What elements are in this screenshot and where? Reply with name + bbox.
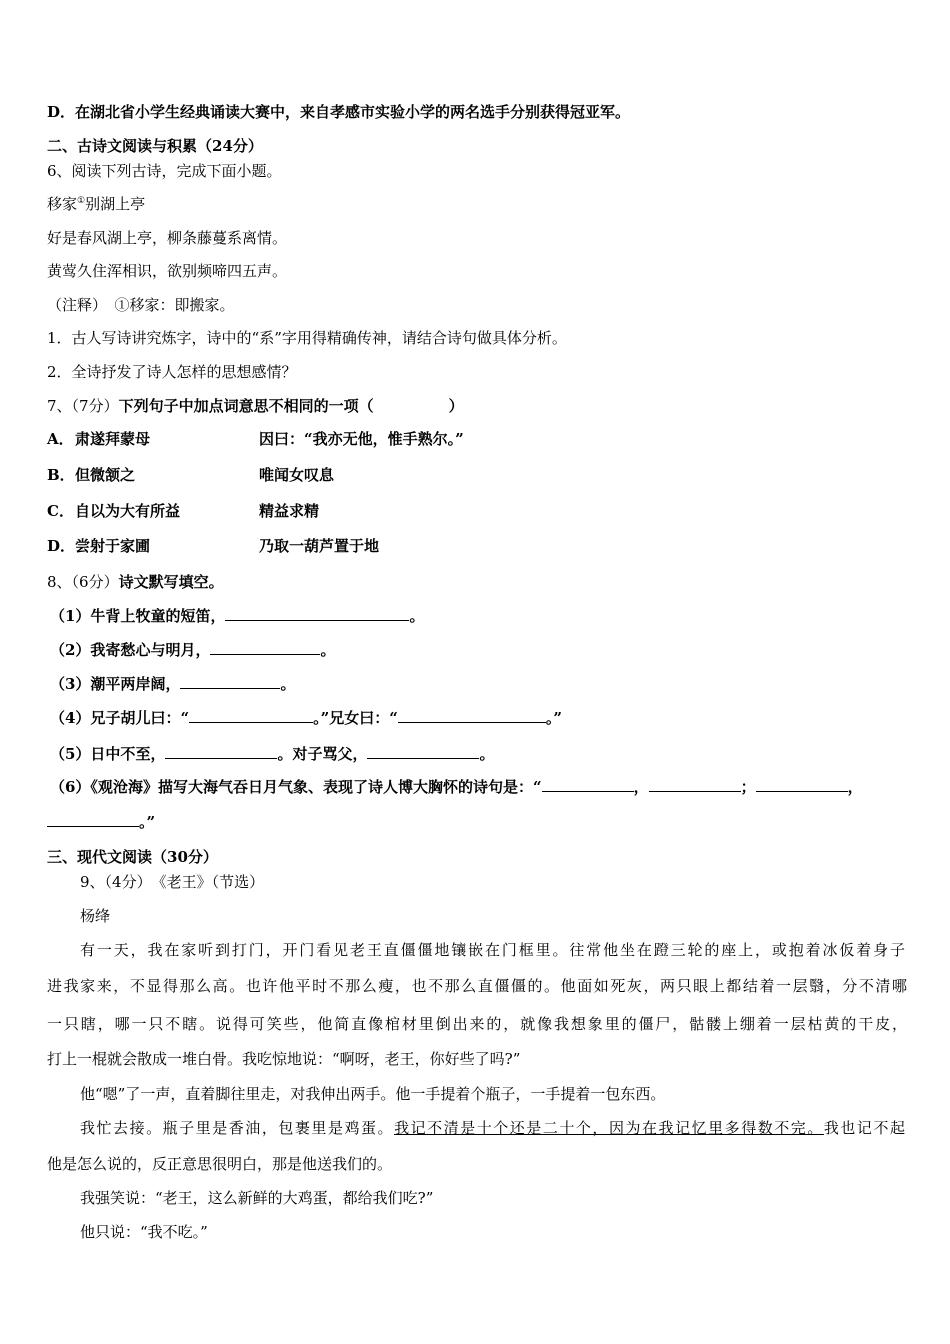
comma: ， (847, 778, 863, 796)
q8-item-4-text-b: 。”兄女曰：“ (313, 709, 398, 727)
q7-number: 7、（7分） (47, 397, 119, 415)
section-2-heading: 二、古诗文阅读与积累（24分） (47, 137, 263, 155)
fill-blank[interactable] (367, 744, 479, 759)
q7-header (47, 396, 464, 416)
q8-item-4-text-a: （4）兄子胡儿曰：“ (50, 709, 190, 727)
q8-item-5-text-a: （5）日中不至， (50, 745, 166, 763)
poem-title (47, 194, 145, 214)
passage-para5: 他只说：“我不吃。” (80, 1223, 208, 1241)
poem-annotation: （注释） ①移家：即搬家。 (47, 296, 235, 314)
poem-title-part-a: 移家 (47, 195, 78, 213)
fill-blank[interactable] (398, 708, 546, 723)
passage-para3-line1 (80, 1118, 905, 1138)
q7-option-a-label: A． (47, 430, 74, 448)
q8-item-3-text: （3）潮平两岸阔， (50, 675, 181, 693)
passage-para1-line4: 打上一棍就会散成一堆白骨。我吃惊地说：“啊呀，老王，你好些了吗?” (47, 1050, 521, 1068)
poem-line-2: 黄莺久住浑相识，欲别频啼四五声。 (47, 262, 288, 280)
section-3-heading: 三、现代文阅读（30分） (47, 848, 218, 866)
poem-note-mark: ① (77, 196, 86, 206)
period: 。 (280, 675, 296, 693)
passage-para1-line1: 有一天，我在家听到打门，开门看见老王直僵僵地镶嵌在门框里。往常他坐在蹬三轮的座上，或抱着冰仮着身子 (80, 941, 905, 959)
semicolon: ； (740, 778, 756, 796)
passage-para1-line3: 一只瞎，哪一只不瞎。说得可笑些，他简直像棺材里倒出来的，就像我想象里的僵尸，骷髅上绷着一层枯黄的干皮， (47, 1015, 907, 1033)
passage-para3-line2: 他是怎么说的，反正意思很明白，那是他送我们的。 (47, 1155, 393, 1173)
para3-text-b: 我也记不起 (823, 1119, 905, 1137)
q8-item-1 (50, 606, 424, 626)
comma: ， (633, 778, 649, 796)
q8-item-4 (50, 708, 562, 728)
q8-item-6 (50, 777, 863, 797)
q8-item-5-text-b: 。对子骂父， (277, 745, 368, 763)
q8-header (47, 572, 224, 592)
q8-prompt: 诗文默写填空。 (118, 573, 224, 591)
fill-blank[interactable] (189, 708, 313, 723)
q7-option-c-left: 自以为大有所益 (75, 502, 181, 520)
q5-option-d: D．在湖北省小学生经典诵读大赛中，来自孝感市实验小学的两名选手分别获得冠亚军。 (47, 103, 631, 121)
q8-number: 8、（6分） (47, 573, 119, 591)
q8-item-1-text: （1）牛背上牧童的短笛， (50, 607, 226, 625)
q7-option-d-right: 乃取一葫芦置于地 (259, 537, 380, 555)
q7-option-d-left: 尝射于家圃 (75, 537, 151, 555)
q8-item-4-text-c: 。” (545, 709, 562, 727)
q8-item-5 (50, 744, 494, 764)
q7-option-a-right: 因曰：“我亦无他，惟手熟尔。” (259, 430, 464, 448)
end-quote: 。” (139, 813, 156, 831)
fill-blank[interactable] (210, 640, 320, 655)
q7-option-b-left: 但微颔之 (75, 466, 136, 484)
poem-line-1: 好是春风湖上亭，柳条藤蔓系离情。 (47, 229, 288, 247)
q8-item-2-text: （2）我寄愁心与明月， (50, 641, 211, 659)
q8-item-3 (50, 674, 295, 694)
poem-title-part-b: 别湖上亭 (85, 195, 146, 213)
q7-option-b-label: B． (47, 466, 75, 484)
q7-option-c-right: 精益求精 (259, 502, 320, 520)
passage-author: 杨绛 (80, 907, 111, 925)
fill-blank[interactable] (649, 777, 741, 792)
fill-blank[interactable] (165, 744, 277, 759)
para3-text-a: 我忙去接。瓶子里是香油，包裹里是鸡蛋。 (80, 1119, 395, 1137)
period: 。 (479, 745, 495, 763)
fill-blank[interactable] (180, 674, 280, 689)
period: 。 (320, 641, 336, 659)
q7-prompt: 下列句子中加点词意思不相同的一项（ ） (118, 397, 464, 415)
q9-title: 9、（4分） 《老王》（节选） (80, 873, 265, 891)
passage-para1-line2: 进我家来，不显得那么高。也许他平时不那么瘦，也不那么直僵僵的。他面如死灰，两只眼上都结着一层翳，分不清哪 (47, 977, 907, 995)
q6-subquestion-1: 1．古人写诗讲究炼字，诗中的“系”字用得精确传神，请结合诗句做具体分析。 (47, 329, 567, 347)
q6-prompt: 6、阅读下列古诗，完成下面小题。 (47, 162, 282, 180)
fill-blank[interactable] (756, 777, 848, 792)
fill-blank[interactable] (225, 606, 409, 621)
q8-item-6-continued (47, 812, 155, 832)
para3-underlined-sentence: 我记不清是十个还是二十个，因为在我记忆里多得数不完。 (394, 1119, 824, 1137)
q7-option-b-right: 唯闻女叹息 (259, 466, 335, 484)
passage-para2: 他“嗯”了一声，直着脚往里走，对我伸出两手。他一手提着个瓶子，一手提着一包东西。 (80, 1085, 666, 1103)
fill-blank[interactable] (47, 812, 139, 827)
q7-option-d-label: D． (47, 537, 76, 555)
q7-option-a-left: 肃遂拜蒙母 (75, 430, 151, 448)
q8-item-2 (50, 640, 335, 660)
passage-para4: 我强笑说：“老王，这么新鲜的大鸡蛋，都给我们吃?” (80, 1189, 434, 1207)
q7-option-c-label: C． (47, 502, 74, 520)
period: 。 (409, 607, 425, 625)
q8-item-6-text: （6）《观沧海》描写大海气吞日月气象、表现了诗人博大胸怀的诗句是：“ (50, 778, 542, 796)
q6-subquestion-2: 2．全诗抒发了诗人怎样的思想感情？ (47, 363, 297, 381)
fill-blank[interactable] (542, 777, 634, 792)
